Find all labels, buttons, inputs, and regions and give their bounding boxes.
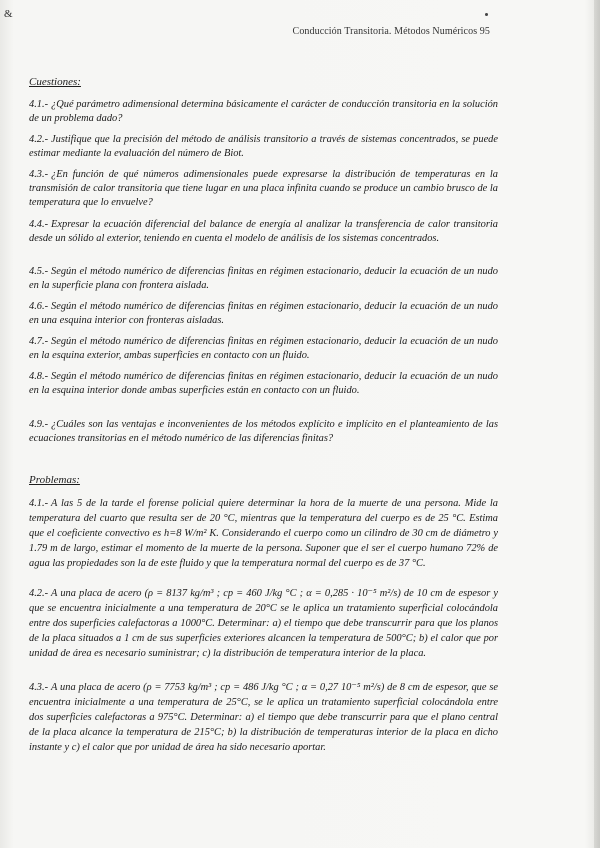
- question-text: Según el método numérico de diferencias finitas en régimen estacionario, deducir la ecuación de un nudo en la superficie plana con frontera aislada.: [29, 266, 498, 292]
- questions-title: Cuestiones:: [29, 76, 81, 88]
- problem-text: A una placa de acero (ρ = 7753 kg/m³ ; cp = 486 J/kg °C ; α = 0,27 10⁻⁵ m²/s) de 8 cm de espesor, que se encuentra inicialmente a una temperatura de 25°C, se le aplica un tratamiento superficial colocándola entre dos superficies calefactoras a 975°C. Determinar: a) el tiempo que debe transcurrir para que el plano central de la placa alcance la temperatura de 215°C; b) la distribución de temperaturas interior de la placa en dicho instante y c) el calor que por unidad de área ha sido necesario aportar.: [29, 682, 498, 753]
- problem-number: 4.2.-: [29, 588, 49, 599]
- question-text: ¿Cuáles son las ventajas e inconvenientes de los métodos explícito e implícito en el planteamiento de las ecuaciones transitorias en el método numérico de las diferencias finitas?: [29, 419, 498, 445]
- problem-4-2: [29, 586, 498, 661]
- question-4-1: [29, 98, 498, 126]
- question-4-9: [29, 418, 498, 446]
- question-number: 4.1.-: [29, 99, 49, 110]
- problem-text: A las 5 de la tarde el forense policial quiere determinar la hora de la muerte de una persona. Mide la temperatura del cuarto que resulta ser de 20 °C, mientras que la temperatura del cuerpo es de 25 °C. Estima que el coeficiente convectivo es h=8 W/m² K. Considerando el cuerpo como un cilindro de 30 cm de diámetro y 1.79 m de largo, estimar el momento de la muerte de la persona. Suponer que el ser el cuerpo humano 72% de agua las propiedades son la de este fluido y que la temperatura normal del cuerpo es de 37 °C.: [29, 498, 498, 569]
- question-4-6: [29, 300, 498, 328]
- question-number: 4.5.-: [29, 266, 49, 277]
- problem-4-1: [29, 496, 498, 571]
- running-header: Conducción Transitoria. Métodos Numéricos 95: [292, 26, 490, 37]
- question-number: 4.6.-: [29, 301, 49, 312]
- question-text: ¿En función de qué números adimensionales puede expresarse la distribución de temperaturas en la transmisión de calor transitoria que tiene lugar en una placa infinita cuando se produce un cambio brusco de la temperatura que lo envuelve?: [29, 169, 498, 209]
- question-number: 4.9.-: [29, 419, 49, 430]
- question-text: Según el método numérico de diferencias finitas en régimen estacionario, deducir la ecuación de un nudo en la esquina interior donde ambas superficies están en contacto con un fluido.: [29, 371, 498, 397]
- problem-number: 4.1.-: [29, 498, 49, 509]
- question-4-7: [29, 335, 498, 363]
- scan-edge-shadow: [594, 0, 600, 848]
- question-number: 4.4.-: [29, 219, 49, 230]
- question-text: Según el método numérico de diferencias finitas en régimen estacionario, deducir la ecuación de un nudo en una esquina interior con fronteras aisladas.: [29, 301, 498, 327]
- question-text: ¿Qué parámetro adimensional determina básicamente el carácter de conducción transitoria en la solución de un problema dado?: [29, 99, 498, 125]
- problems-title: Problemas:: [29, 474, 80, 486]
- question-4-5: [29, 265, 498, 293]
- problem-number: 4.3.-: [29, 682, 49, 693]
- problem-text: A una placa de acero (ρ = 8137 kg/m³ ; cp = 460 J/kg °C ; α = 0,285 · 10⁻⁵ m²/s) de 10 cm de espesor y que se encuentra inicialmente a una temperatura de 20°C se le aplica un tratamiento superficial colocándola entre dos superficies calefactoras a 1000°C. Determinar: a) el tiempo que debe transcurrir para que los planos de la placa situados a 1 cm de sus superficies exteriores alcancen la temperatura de 500°C; b) el calor que por unidad de área es necesario suministrar; c) la distribución de temperatura interior de la placa.: [29, 588, 498, 659]
- question-number: 4.3.-: [29, 169, 49, 180]
- question-text: Según el método numérico de diferencias finitas en régimen estacionario, deducir la ecuación de un nudo en la esquina exterior, ambas superficies en contacto con un fluido.: [29, 336, 498, 362]
- corner-mark: &: [4, 8, 13, 20]
- problem-4-3: [29, 680, 498, 755]
- question-text: Justifique que la precisión del método de análisis transitorio a través de sistemas concentrados, se puede estimar mediante la evaluación del número de Biot.: [29, 134, 498, 160]
- question-4-2: [29, 133, 498, 161]
- question-text: Expresar la ecuación diferencial del balance de energía al analizar la transferencia de calor transitoria desde un sólido al exterior, teniendo en cuenta el modelo de análisis de los sistemas concentrados.: [29, 219, 498, 245]
- question-number: 4.8.-: [29, 371, 49, 382]
- dot-mark: [485, 13, 488, 16]
- question-4-4: [29, 218, 498, 246]
- question-number: 4.7.-: [29, 336, 49, 347]
- question-4-8: [29, 370, 498, 398]
- question-number: 4.2.-: [29, 134, 49, 145]
- question-4-3: [29, 168, 498, 211]
